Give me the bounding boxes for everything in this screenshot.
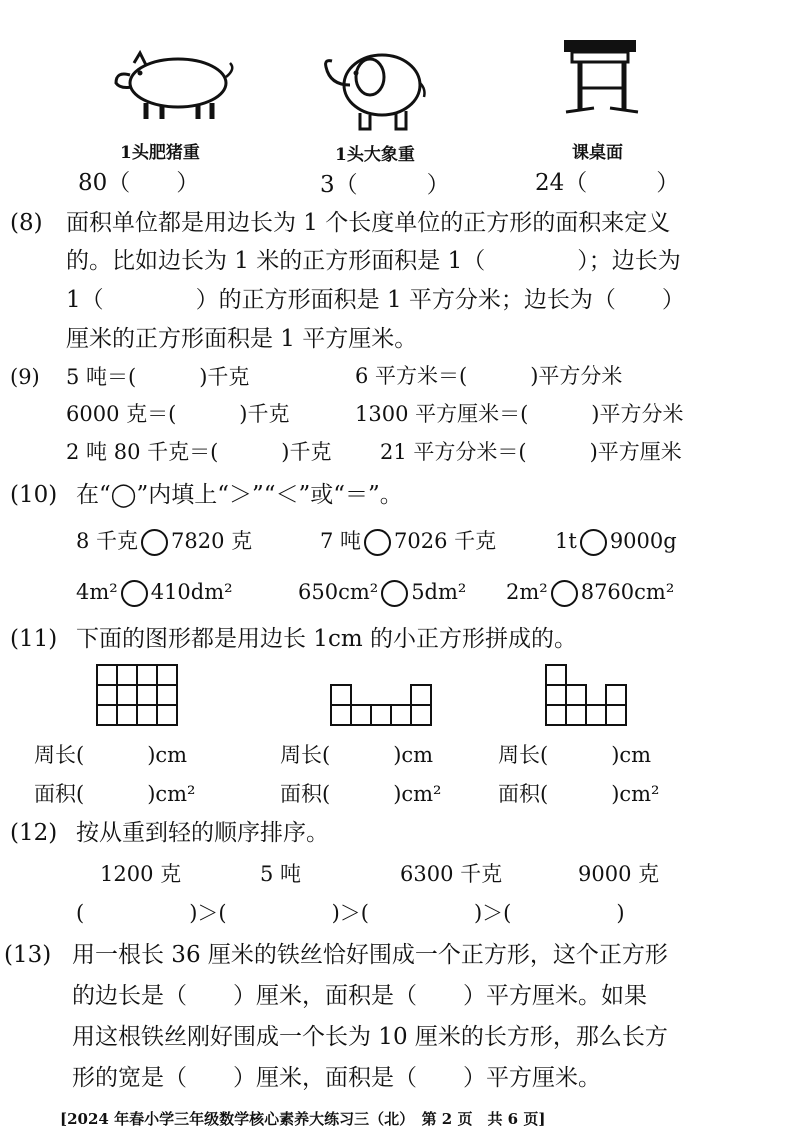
q13-number: (13) (4, 942, 52, 968)
q8-line-3: 1（ ）的正方形面积是 1 平方分米；边长为（ ） (66, 287, 685, 313)
q9-c2[interactable]: 21 平方分米＝( )平方厘米 (380, 440, 682, 464)
fig1-area[interactable]: 面积( )cm² (34, 782, 196, 806)
elephant-icon (320, 45, 430, 135)
q8-line-4: 厘米的正方形面积是 1 平方厘米。 (66, 326, 418, 352)
compare-circle[interactable] (364, 529, 391, 556)
elephant-weight-blank[interactable]: 3（ ） (320, 172, 450, 198)
q10-number: (10) (10, 482, 58, 508)
pig-icon (110, 45, 240, 125)
weight-item-2: 5 吨 (260, 862, 302, 886)
compare-circle[interactable] (141, 529, 168, 556)
q9-c1[interactable]: 2 吨 80 千克＝( )千克 (66, 440, 332, 464)
compare-2: 7 吨 7026 千克 (320, 527, 496, 556)
elephant-caption: 1头大象重 (335, 145, 415, 165)
q8-line-2: 的。比如边长为 1 米的正方形面积是 1（ ）；边长为 (66, 248, 681, 274)
q13-line-3: 用这根铁丝刚好围成一个长为 10 厘米的长方形，那么长方 (72, 1024, 668, 1050)
q8-line-1: 面积单位都是用边长为 1 个长度单位的正方形的面积来定义 (66, 210, 671, 236)
desk-icon (562, 38, 642, 118)
compare-4: 4m² 410dm² (76, 578, 233, 607)
q11-title: 下面的图形都是用边长 1cm 的小正方形拼成的。 (76, 626, 577, 652)
q10-title: 在“◯”内填上“＞”“＜”或“＝”。 (76, 482, 403, 508)
compare-circle[interactable] (551, 580, 578, 607)
compare-1: 8 千克 7820 克 (76, 527, 252, 556)
compare-5: 650cm² 5dm² (298, 578, 466, 607)
fig1-perimeter[interactable]: 周长( )cm (34, 743, 188, 767)
q12-title: 按从重到轻的顺序排序。 (76, 820, 329, 846)
fig2-perimeter[interactable]: 周长( )cm (280, 743, 434, 767)
compare-6: 2m² 8760cm² (506, 578, 674, 607)
q9-b1[interactable]: 6000 克＝( )千克 (66, 402, 290, 426)
q9-b2[interactable]: 1300 平方厘米＝( )平方分米 (355, 402, 684, 426)
order-blanks[interactable]: ( )＞( )＞( )＞( ) (76, 901, 625, 925)
q9-a1[interactable]: 5 吨＝( )千克 (66, 365, 250, 389)
q8-number: (8) (10, 210, 43, 236)
q12-number: (12) (10, 820, 58, 846)
q11-number: (11) (10, 626, 58, 652)
q9-number: (9) (10, 365, 40, 389)
pig-weight-blank[interactable]: 80（ ） (78, 170, 200, 196)
desk-caption: 课桌面 (572, 143, 623, 163)
fig3-area[interactable]: 面积( )cm² (498, 782, 660, 806)
weight-item-3: 6300 千克 (400, 862, 503, 886)
q9-a2[interactable]: 6 平方米＝( )平方分米 (355, 364, 623, 388)
weight-item-4: 9000 克 (578, 862, 660, 886)
q13-line-4: 形的宽是（ ）厘米，面积是（ ）平方厘米。 (72, 1065, 601, 1091)
q13-line-2: 的边长是（ ）厘米，面积是（ ）平方厘米。如果 (72, 983, 647, 1009)
compare-circle[interactable] (121, 580, 148, 607)
fig3-perimeter[interactable]: 周长( )cm (498, 743, 652, 767)
page-footer: [2024 年春小学三年级数学核心素养大练习三（北） 第 2 页 共 6 页] (60, 1110, 546, 1128)
compare-3: 1t 9000g (555, 527, 677, 556)
desk-area-blank[interactable]: 24（ ） (535, 170, 680, 196)
compare-circle[interactable] (580, 529, 607, 556)
pig-caption: 1头肥猪重 (120, 143, 200, 163)
compare-circle[interactable] (381, 580, 408, 607)
weight-item-1: 1200 克 (100, 862, 182, 886)
q13-line-1: 用一根长 36 厘米的铁丝恰好围成一个正方形，这个正方形 (72, 942, 668, 968)
fig2-area[interactable]: 面积( )cm² (280, 782, 442, 806)
